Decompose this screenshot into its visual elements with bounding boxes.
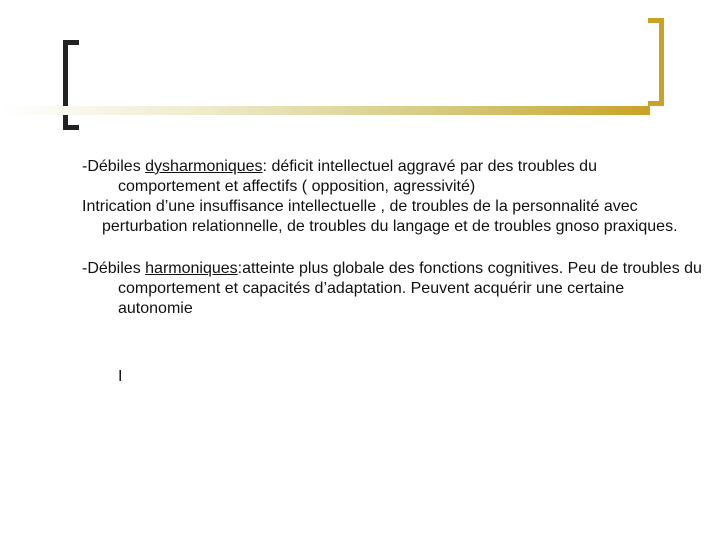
right-bracket-decoration: [648, 18, 664, 106]
gradient-divider: [0, 106, 650, 115]
term-dysharmoniques: dysharmoniques: [145, 158, 263, 175]
slide-body: [82, 157, 702, 387]
p1-rest: : déficit intellectuel aggravé par des troubles du comportement et affectifs ( opposition, agressivité): [118, 158, 597, 195]
p1-prefix: -Débiles: [82, 158, 146, 175]
term-harmoniques: harmoniques: [145, 260, 238, 277]
spacer: [82, 319, 702, 367]
p3-prefix: -Débiles: [82, 260, 146, 277]
p2-text: Intrication d’une insuffisance intellectuelle , de troubles de la personnalité avec perturbation relationnelle, de troubles du langage et de troubles gnoso praxiques.: [82, 198, 678, 235]
paragraph-harmoniques: [82, 259, 702, 319]
left-bracket-decoration: [63, 40, 79, 130]
paragraph-dysharmoniques: [82, 157, 702, 197]
paragraph-intrication: [82, 197, 702, 237]
spacer: [82, 237, 702, 259]
p3-rest: :atteinte plus globale des fonctions cognitives. Peu de troubles du comportement et capacités d’adaptation. Peuvent acquérir une certaine autonomie: [118, 260, 702, 317]
text-cursor: I: [118, 368, 123, 385]
